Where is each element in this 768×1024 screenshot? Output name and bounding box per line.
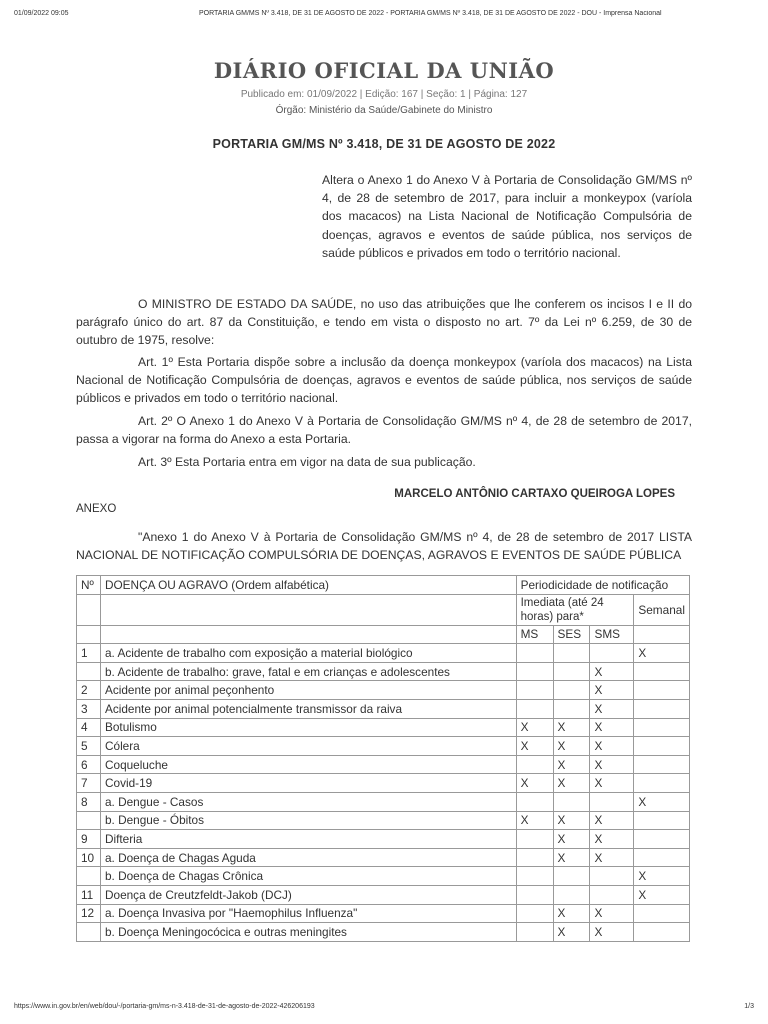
table-cell-sms: X — [590, 774, 634, 793]
table-cell-name: Acidente por animal peçonhento — [100, 681, 516, 700]
table-row — [77, 867, 690, 886]
table-cell-ms — [516, 644, 553, 663]
table-cell-sms: X — [590, 830, 634, 849]
table-cell-sem — [634, 811, 690, 830]
table-header-row — [77, 594, 690, 625]
table-cell-ses: X — [553, 904, 590, 923]
table-cell-sms: X — [590, 923, 634, 942]
table-row — [77, 904, 690, 923]
table-cell-sem — [634, 830, 690, 849]
table-cell-name: b. Dengue - Óbitos — [100, 811, 516, 830]
table-cell-num: 12 — [77, 904, 101, 923]
header-weekly: Semanal — [634, 594, 690, 625]
table-cell-ms: X — [516, 737, 553, 756]
table-cell-ms: X — [516, 718, 553, 737]
table-cell-num: 5 — [77, 737, 101, 756]
table-cell-ses: X — [553, 923, 590, 942]
table-row — [77, 644, 690, 663]
table-row — [77, 848, 690, 867]
table-cell-sms — [590, 867, 634, 886]
portaria-title: PORTARIA GM/MS Nº 3.418, DE 31 DE AGOSTO DE 2022 — [212, 137, 556, 151]
table-cell-ms — [516, 792, 553, 811]
table-cell-sem: X — [634, 792, 690, 811]
table-cell-name: a. Acidente de trabalho com exposição a material biológico — [100, 644, 516, 663]
table-cell-name: Acidente por animal potencialmente transmissor da raiva — [100, 699, 516, 718]
table-row — [77, 792, 690, 811]
table-cell-ms — [516, 923, 553, 942]
table-cell-sem — [634, 755, 690, 774]
table-cell-ms: X — [516, 811, 553, 830]
print-url: https://www.in.gov.br/en/web/dou/-/portaria-gm/ms-n-3.418-de-31-de-agosto-de-2022-426206193 — [14, 1003, 315, 1010]
table-cell-sms: X — [590, 681, 634, 700]
table-cell-ses — [553, 644, 590, 663]
table-cell-ms — [516, 830, 553, 849]
table-row — [77, 830, 690, 849]
table-row — [77, 885, 690, 904]
header-disease: DOENÇA OU AGRAVO (Ordem alfabética) — [100, 576, 516, 595]
table-cell — [77, 625, 101, 644]
article-1: Art. 1º Esta Portaria dispõe sobre a inclusão da doença monkeypox (varíola dos macacos) na Lista Nacional de Notificação Compulsória de doenças, agravos e eventos de saúde pública, nos serviços de saúde públicos e privados em todo o território nacional. — [76, 355, 692, 406]
table-cell-sms: X — [590, 699, 634, 718]
header-sms: SMS — [590, 625, 634, 644]
table-cell-name: b. Doença de Chagas Crônica — [100, 867, 516, 886]
table-cell-ses — [553, 792, 590, 811]
table-cell-name: Botulismo — [100, 718, 516, 737]
notification-table — [76, 575, 690, 942]
anexo-intro: "Anexo 1 do Anexo V à Portaria de Consolidação GM/MS nº 4, de 28 de setembro de 2017 LISTA NACIONAL DE NOTIFICAÇÃO COMPULSÓRIA DE DOENÇAS, AGRAVOS E EVENTOS DE SAÚDE PÚBLICA — [76, 530, 692, 563]
table-cell-num: 6 — [77, 755, 101, 774]
table-cell-sms — [590, 885, 634, 904]
table-cell — [100, 594, 516, 625]
table-cell-ses: X — [553, 774, 590, 793]
table-cell-ses — [553, 885, 590, 904]
table-row — [77, 774, 690, 793]
table-cell-name: Coqueluche — [100, 755, 516, 774]
publication-meta: Publicado em: 01/09/2022 | Edição: 167 | Seção: 1 | Página: 127 — [240, 89, 528, 100]
table-row — [77, 718, 690, 737]
table-cell-num: 3 — [77, 699, 101, 718]
table-cell-num: 2 — [77, 681, 101, 700]
table-cell-ms: X — [516, 774, 553, 793]
table-cell-name: a. Doença Invasiva por "Haemophilus Influenza" — [100, 904, 516, 923]
table-cell-ses — [553, 867, 590, 886]
table-row — [77, 923, 690, 942]
table-cell-sem — [634, 737, 690, 756]
table-cell-sem: X — [634, 867, 690, 886]
header-immediate: Imediata (até 24 horas) para* — [516, 594, 634, 625]
table-cell-sem — [634, 923, 690, 942]
table-cell — [77, 594, 101, 625]
signature: MARCELO ANTÔNIO CARTAXO QUEIROGA LOPES — [394, 488, 675, 500]
table-cell-num: 1 — [77, 644, 101, 663]
table-cell-sms: X — [590, 718, 634, 737]
table-cell-ms — [516, 904, 553, 923]
table-cell-ses: X — [553, 755, 590, 774]
article-2: Art. 2º O Anexo 1 do Anexo V à Portaria de Consolidação GM/MS nº 4, de 28 de setembro de 2017, passa a vigorar na forma do Anexo a esta Portaria. — [76, 414, 692, 447]
table-cell-ses: X — [553, 830, 590, 849]
table-cell-ses: X — [553, 718, 590, 737]
table-cell-ms — [516, 885, 553, 904]
table-cell-sem: X — [634, 644, 690, 663]
table-cell-sem — [634, 774, 690, 793]
table-cell-ms — [516, 848, 553, 867]
print-header — [14, 10, 754, 17]
table-cell-ses: X — [553, 848, 590, 867]
table-cell-sem: X — [634, 885, 690, 904]
ementa: Altera o Anexo 1 do Anexo V à Portaria de Consolidação GM/MS nº 4, de 28 de setembro de 2017, para incluir a monkeypox (varíola dos macacos) na Lista Nacional de Notificação Compulsória de doenças, agravos e eventos de saúde pública, nos serviços de saúde públicos e privados em todo o território nacional. — [322, 173, 692, 260]
masthead — [0, 58, 768, 116]
table-cell-num: 10 — [77, 848, 101, 867]
anexo-label: ANEXO — [76, 503, 117, 515]
table-cell-sms: X — [590, 848, 634, 867]
header-ms: MS — [516, 625, 553, 644]
table-row — [77, 811, 690, 830]
table-cell-sem — [634, 662, 690, 681]
header-ses: SES — [553, 625, 590, 644]
table-cell-ses: X — [553, 737, 590, 756]
table-cell-num — [77, 811, 101, 830]
table-cell-num — [77, 662, 101, 681]
table-cell-name: a. Doença de Chagas Aguda — [100, 848, 516, 867]
table-cell-ses — [553, 662, 590, 681]
table-cell — [634, 625, 690, 644]
table-cell-ses — [553, 699, 590, 718]
table-cell-name: Covid-19 — [100, 774, 516, 793]
header-num: Nº — [77, 576, 101, 595]
table-cell-name: b. Doença Meningocócica e outras meningites — [100, 923, 516, 942]
table-cell — [100, 625, 516, 644]
table-cell-ms — [516, 699, 553, 718]
table-cell-sms: X — [590, 811, 634, 830]
publication-title: DIÁRIO OFICIAL DA UNIÃO — [213, 58, 555, 83]
table-cell-sem — [634, 848, 690, 867]
table-cell-sms: X — [590, 737, 634, 756]
table-cell-name: b. Acidente de trabalho: grave, fatal e em crianças e adolescentes — [100, 662, 516, 681]
table-cell-name: Doença de Creutzfeldt-Jakob (DCJ) — [100, 885, 516, 904]
table-cell-sem — [634, 904, 690, 923]
table-cell-sms: X — [590, 904, 634, 923]
table-header-row — [77, 576, 690, 595]
table-cell-ses — [553, 681, 590, 700]
table-cell-sms — [590, 644, 634, 663]
table-cell-name: Difteria — [100, 830, 516, 849]
table-cell-sms — [590, 792, 634, 811]
table-cell-sms: X — [590, 662, 634, 681]
table-cell-ms — [516, 681, 553, 700]
print-title: PORTARIA GM/MS Nº 3.418, DE 31 DE AGOSTO DE 2022 - PORTARIA GM/MS Nº 3.418, DE 31 DE AGOSTO DE 2022 - DOU - Imprensa Nacional — [199, 10, 662, 17]
article-3: Art. 3º Esta Portaria entra em vigor na data de sua publicação. — [138, 455, 476, 469]
preamble-paragraph: O MINISTRO DE ESTADO DA SAÚDE, no uso das atribuições que lhe conferem os incisos I e II do parágrafo único do art. 87 da Constituição, e tendo em vista o disposto no art. 7º da Lei nº 6.259, de 30 de outubro de 1975, resolve: — [76, 297, 692, 348]
table-row — [77, 681, 690, 700]
table-cell-num: 8 — [77, 792, 101, 811]
table-cell-ms — [516, 867, 553, 886]
table-cell-num: 4 — [77, 718, 101, 737]
print-datetime: 01/09/2022 09:05 — [14, 10, 69, 17]
table-cell-name: Cólera — [100, 737, 516, 756]
table-row — [77, 699, 690, 718]
table-cell-num: 9 — [77, 830, 101, 849]
table-cell-ms — [516, 755, 553, 774]
table-header-row — [77, 625, 690, 644]
table-cell-sem — [634, 699, 690, 718]
table-row — [77, 737, 690, 756]
table-cell-ms — [516, 662, 553, 681]
publication-orgao: Órgão: Ministério da Saúde/Gabinete do Ministro — [275, 105, 493, 116]
table-cell-num: 11 — [77, 885, 101, 904]
table-cell-num — [77, 867, 101, 886]
table-cell-num — [77, 923, 101, 942]
header-periodicity: Periodicidade de notificação — [516, 576, 689, 595]
table-cell-ses: X — [553, 811, 590, 830]
print-footer — [14, 1003, 754, 1010]
table-cell-sem — [634, 681, 690, 700]
table-row — [77, 755, 690, 774]
table-row — [77, 662, 690, 681]
table-cell-sms: X — [590, 755, 634, 774]
print-page-number: 1/3 — [744, 1003, 754, 1010]
table-cell-sem — [634, 718, 690, 737]
table-cell-name: a. Dengue - Casos — [100, 792, 516, 811]
table-cell-num: 7 — [77, 774, 101, 793]
